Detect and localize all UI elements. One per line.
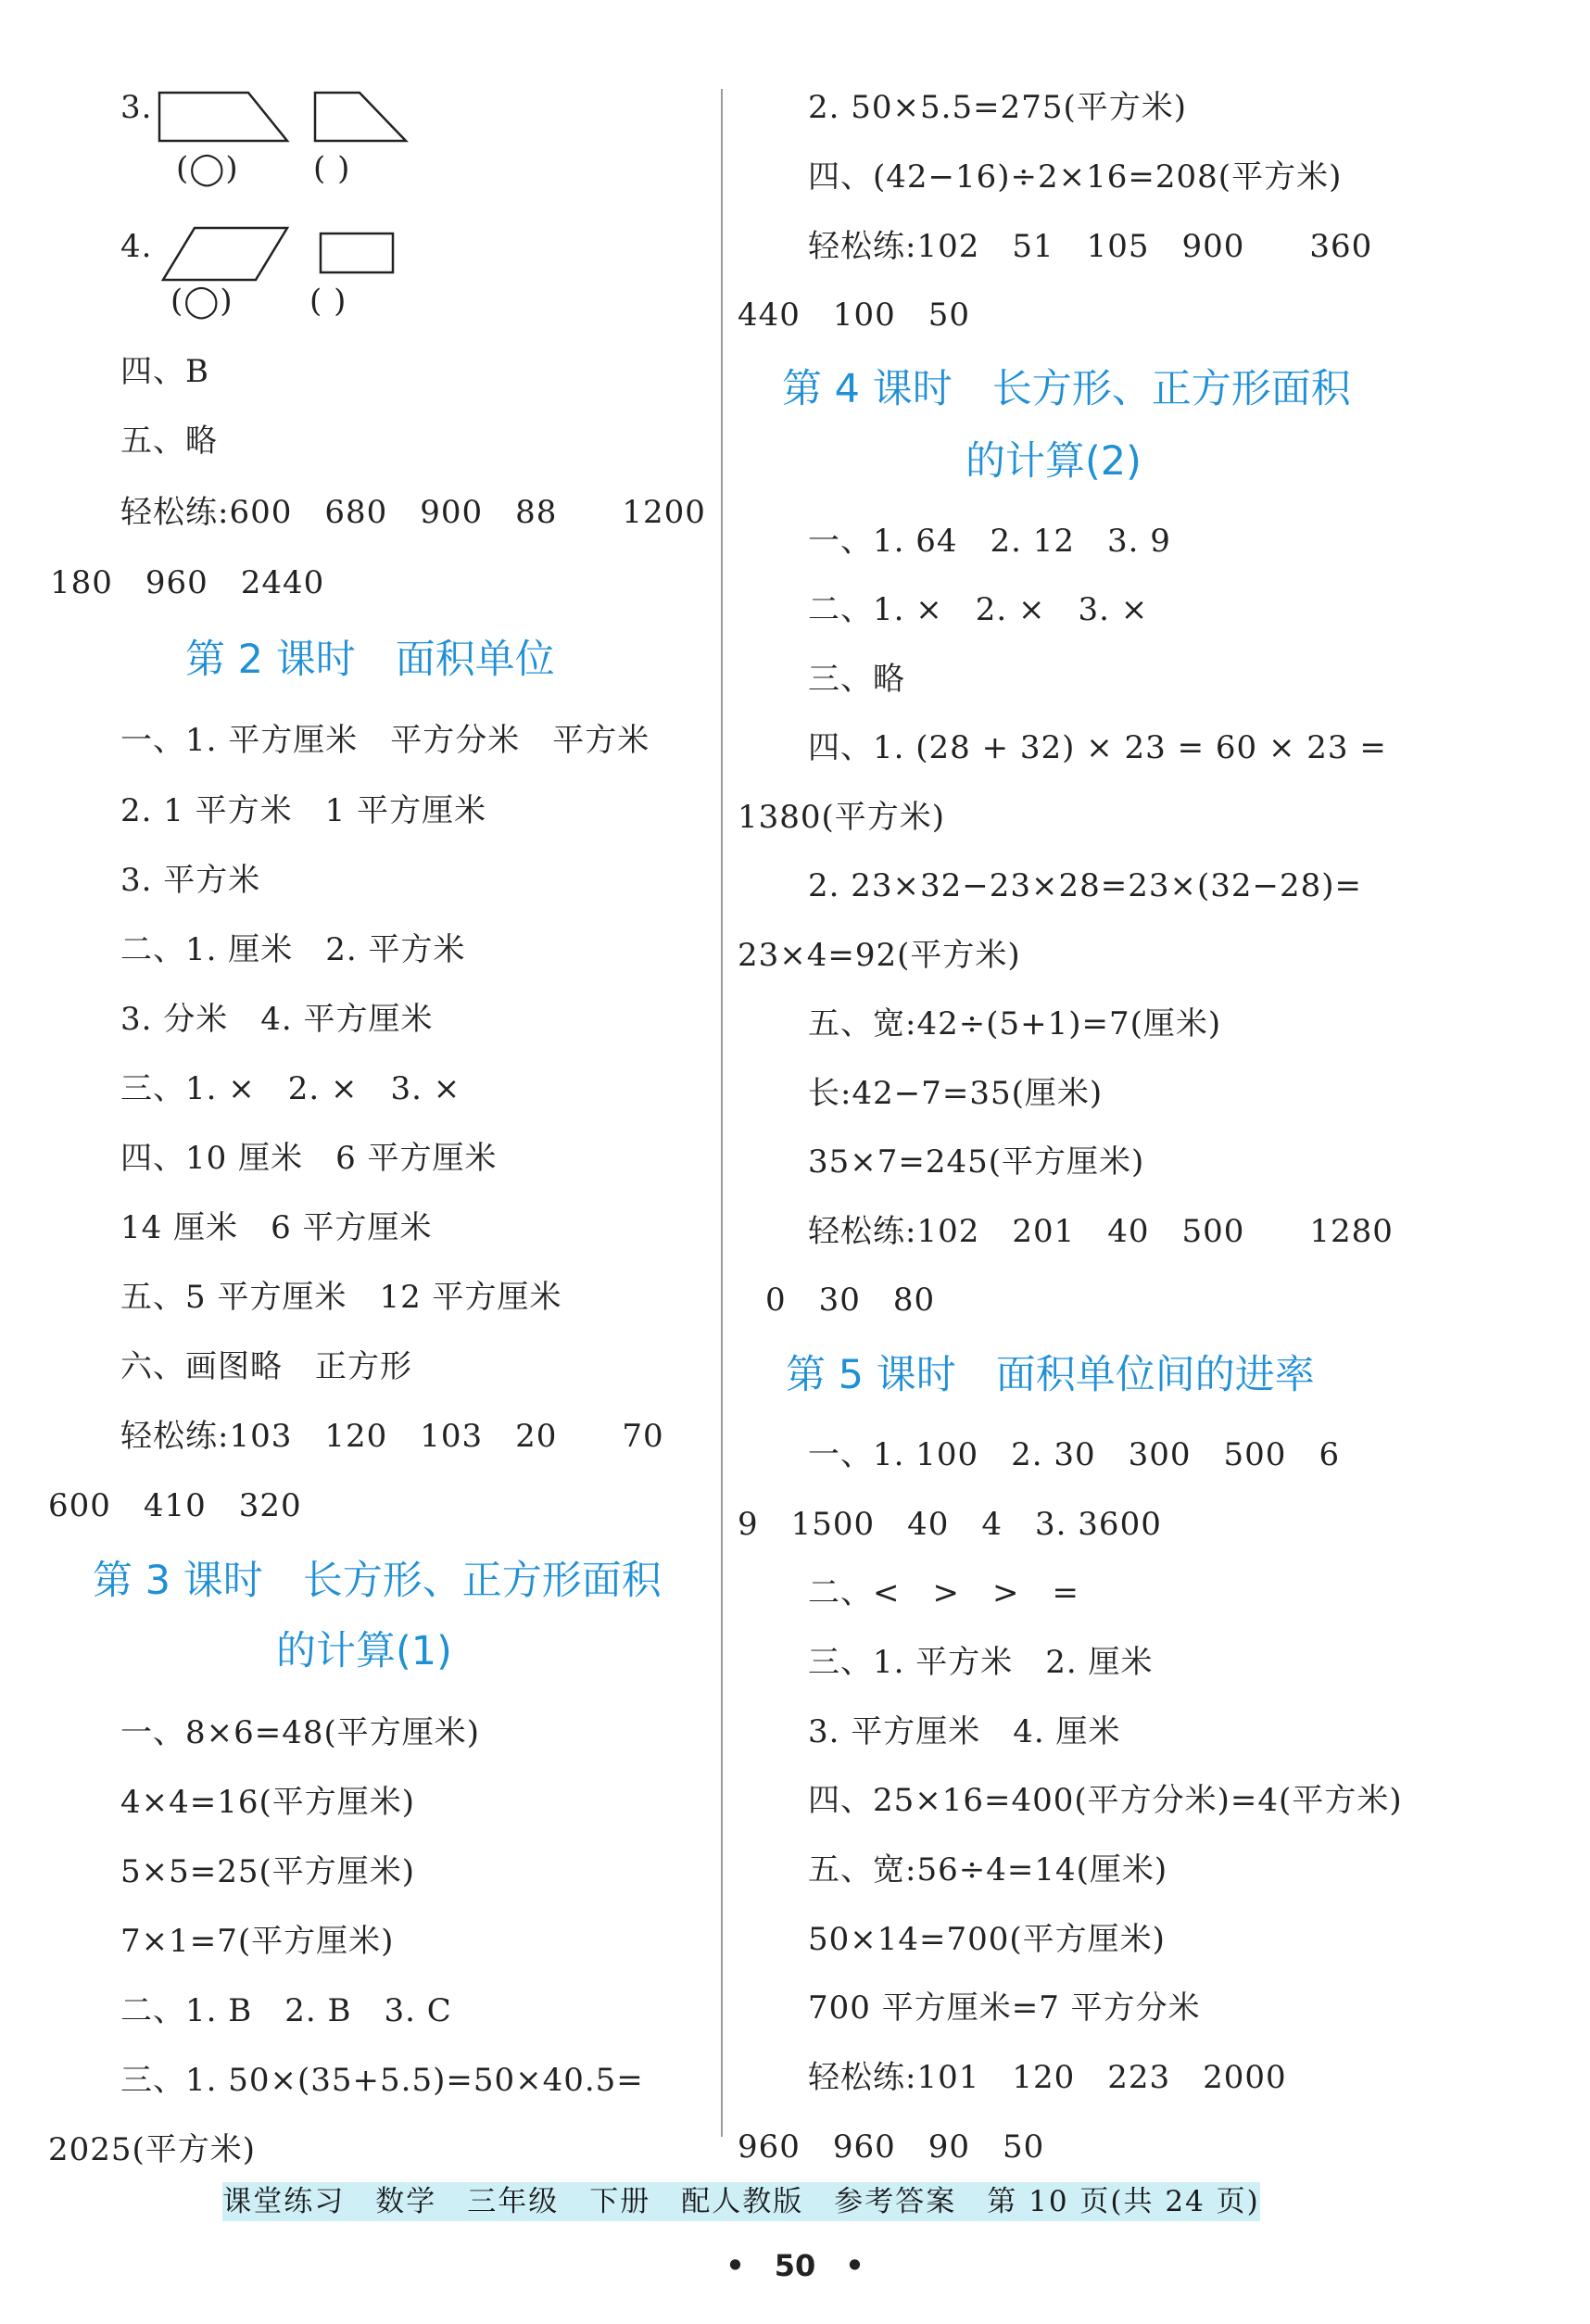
answer-line: 14 厘米 6 平方厘米 [120,1209,433,1246]
answer-line: 一、1. 64 2. 12 3. 9 [808,523,1171,560]
easy-practice-line: 轻松练:103 120 103 20 70 [120,1418,664,1455]
answer-line: 三、1. 50×(35+5.5)=50×40.5= [120,2062,644,2099]
answer-line: 2. 50×5.5=275(平方米) [808,89,1187,126]
answer-line: 三、1. × 2. × 3. × [120,1070,461,1107]
answer-line: 五、宽:56÷4=14(厘米) [808,1851,1168,1888]
trapezoid-shape [159,93,287,141]
easy-practice-line: 轻松练:102 201 40 500 1280 [808,1213,1394,1250]
rectangle-shape [321,234,393,272]
q3-number: 3. [120,89,153,126]
answer-line: 一、8×6=48(平方厘米) [120,1714,481,1751]
answer-line: 3. 平方厘米 4. 厘米 [808,1713,1121,1750]
answer-line: 700 平方厘米=7 平方分米 [808,1989,1201,2027]
q3-answer-1: (◯) [176,150,239,187]
answer-line: 7×1=7(平方厘米) [120,1923,395,1960]
q4-shapes [158,224,435,289]
answer-line: 三、略 [808,661,905,698]
answer-line: 二、1. 厘米 2. 平方米 [120,931,466,968]
answer-line: 2. 23×32−23×28=23×(32−28)= [808,867,1363,904]
easy-practice-line: 600 410 320 [48,1487,302,1524]
q4-answer-1: (◯) [170,283,233,320]
answer-line: 四、B [120,353,209,390]
answer-line: 四、1. (28 + 32) × 23 = 60 × 23 = [808,729,1387,766]
q3-shapes [156,89,434,154]
answer-line: 二、1. B 2. B 3. C [120,1992,452,2029]
answer-line: 四、10 厘米 6 平方厘米 [120,1140,498,1177]
easy-practice-line: 440 100 50 [738,297,971,334]
answer-line: 2025(平方米) [48,2131,257,2168]
answer-line: 二、1. × 2. × 3. × [808,591,1149,628]
column-divider [721,89,723,2137]
answer-line: 23×4=92(平方米) [738,937,1021,974]
answer-line: 50×14=700(平方厘米) [808,1921,1166,1958]
answer-line: 35×7=245(平方厘米) [808,1143,1145,1181]
lesson-heading: 第 5 课时 面积单位间的进率 [786,1352,1315,1398]
answer-line: 六、画图略 正方形 [120,1348,412,1385]
answer-line: 五、宽:42÷(5+1)=7(厘米) [808,1005,1222,1042]
lesson-heading: 第 3 课时 长方形、正方形面积 [93,1558,662,1604]
easy-practice-line: 轻松练:600 680 900 88 1200 [120,494,706,531]
lesson-heading-cont: 的计算(1) [276,1628,452,1674]
footer-bar: 课堂练习 数学 三年级 下册 配人教版 参考答案 第 10 页(共 24 页) [222,2182,1260,2221]
easy-practice-line: 轻松练:102 51 105 900 360 [808,228,1373,265]
answer-line: 三、1. 平方米 2. 厘米 [808,1644,1154,1681]
lesson-heading: 第 4 课时 长方形、正方形面积 [782,366,1351,412]
answer-line: 5×5=25(平方厘米) [120,1853,416,1890]
answer-line: 9 1500 40 4 3. 3600 [738,1506,1162,1543]
answer-line: 二、< > > = [808,1574,1079,1611]
q4-answer-2: ( ) [309,283,347,320]
answer-line: 四、(42−16)÷2×16=208(平方米) [808,158,1343,196]
answer-line: 五、5 平方厘米 12 平方厘米 [120,1279,562,1316]
easy-practice-line: 轻松练:101 120 223 2000 [808,2059,1287,2096]
answer-line: 长:42−7=35(厘米) [808,1075,1104,1112]
q4-number: 4. [120,228,153,265]
parallelogram-shape [163,228,287,280]
page-number: • 50 • [726,2248,864,2283]
lesson-heading-cont: 的计算(2) [965,438,1142,485]
trapezoid-shape-2 [315,93,406,141]
answer-line: 4×4=16(平方厘米) [120,1784,416,1821]
easy-practice-line: 960 960 90 50 [738,2128,1045,2166]
lesson-heading: 第 2 课时 面积单位 [185,637,555,683]
easy-practice-line: 0 30 80 [765,1282,936,1319]
easy-practice-line: 180 960 2440 [50,564,325,601]
answer-line: 五、略 [120,423,218,460]
answer-line: 一、1. 100 2. 30 300 500 6 [808,1436,1341,1473]
answer-line: 一、1. 平方厘米 平方分米 平方米 [120,722,650,759]
answer-line: 2. 1 平方米 1 平方厘米 [120,792,487,829]
q3-answer-2: ( ) [313,150,351,187]
answer-line: 3. 分米 4. 平方厘米 [120,1001,434,1038]
answer-line: 四、25×16=400(平方分米)=4(平方米) [808,1782,1403,1819]
answer-line: 3. 平方米 [120,862,261,899]
answer-line: 1380(平方米) [738,799,946,836]
